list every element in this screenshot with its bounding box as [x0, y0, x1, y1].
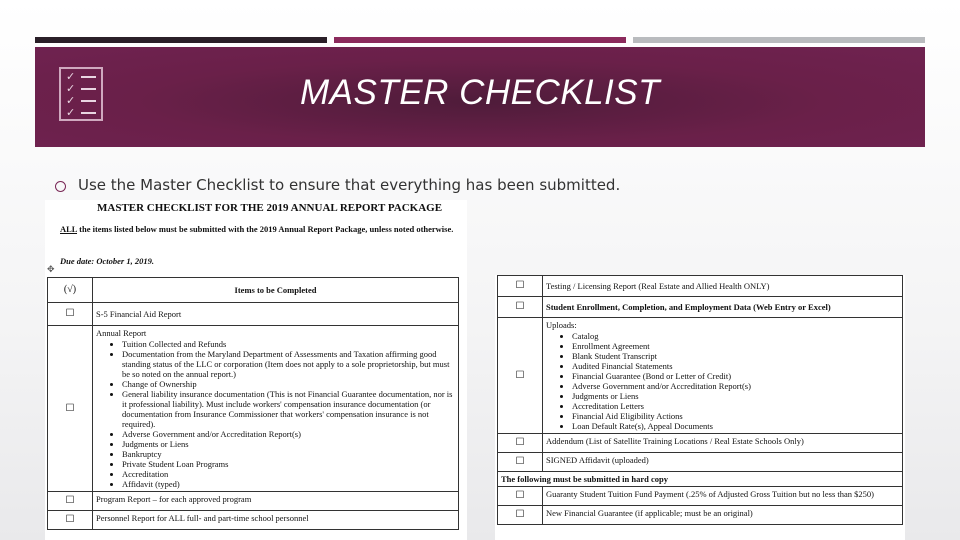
top-accent-bar-magenta — [334, 37, 626, 43]
checkbox[interactable]: ☐ — [498, 276, 543, 297]
table-row — [498, 297, 903, 318]
row-label: Student Enrollment, Completion, and Employment Data (Web Entry or Excel) — [543, 297, 903, 318]
table-row — [498, 453, 903, 472]
list-item: • General liability insurance documentation (This is not Financial Guarantee documentation, nor is it professional liability). Must include workers' compensation insurance documentation (or documentation from Insurance Commissioner that workers' compensation insurance is not required). — [122, 389, 455, 429]
list-item: • Tuition Collected and Refunds — [122, 339, 455, 349]
checkbox[interactable]: ☐ — [48, 303, 93, 326]
column-header-items: Items to be Completed — [93, 278, 459, 303]
checkbox[interactable]: ☐ — [498, 318, 543, 434]
checklist-table-right — [497, 275, 903, 525]
table-row — [48, 326, 459, 492]
list-item: • Financial Guarantee (Bond or Letter of Credit) — [572, 371, 899, 381]
table-row — [498, 318, 903, 434]
row-label: S-5 Financial Aid Report — [93, 303, 459, 326]
hard-copy-note: The following must be submitted in hard copy — [498, 472, 903, 487]
checkbox[interactable]: ☐ — [498, 487, 543, 506]
document-heading: MASTER CHECKLIST FOR THE 2019 ANNUAL REPORT PACKAGE — [97, 202, 443, 214]
table-row — [498, 472, 903, 487]
list-item: • Enrollment Agreement — [572, 341, 899, 351]
list-item: • Affidavit (typed) — [122, 479, 455, 489]
table-row — [498, 487, 903, 506]
table-row — [498, 506, 903, 525]
table-move-handle-icon[interactable]: ✥ — [47, 264, 55, 274]
top-accent-bar-dark — [35, 37, 327, 43]
list-item: • Change of Ownership — [122, 379, 455, 389]
page-title: MASTER CHECKLIST — [300, 73, 660, 112]
bullet-text: Use the Master Checklist to ensure that everything has been submitted. — [78, 176, 621, 194]
checklist-table-left — [47, 277, 459, 530]
list-item: • Blank Student Transcript — [572, 351, 899, 361]
list-item: • Adverse Government and/or Accreditation Report(s) — [572, 381, 899, 391]
title-banner — [35, 47, 925, 147]
table-header-row — [48, 278, 459, 303]
uploads-cell — [543, 318, 903, 434]
annual-report-list — [96, 339, 455, 489]
checkbox[interactable]: ☐ — [498, 297, 543, 318]
list-item: • Judgments or Liens — [122, 439, 455, 449]
row-label: Personnel Report for ALL full- and part-time school personnel — [93, 511, 459, 530]
row-label: New Financial Guarantee (if applicable; must be an original) — [543, 506, 903, 525]
list-item: • Accreditation Letters — [572, 401, 899, 411]
checkbox[interactable]: ☐ — [48, 492, 93, 511]
column-header-check: (√) — [48, 278, 93, 303]
top-accent-bar-gray — [633, 37, 925, 43]
list-item: • Adverse Government and/or Accreditation Report(s) — [122, 429, 455, 439]
list-item: • Documentation from the Maryland Department of Assessments and Taxation affirming good standing status of the LLC or corporation (Item does not apply to a sole proprietorship, but must be so noted on the annual report.) — [122, 349, 455, 379]
uploads-list — [546, 331, 899, 431]
row-label: Guaranty Student Tuition Fund Payment (.25% of Adjusted Gross Tuition but no less than $250) — [543, 487, 903, 506]
list-item: • Bankruptcy — [122, 449, 455, 459]
table-row — [498, 434, 903, 453]
annual-report-cell — [93, 326, 459, 492]
document-intro: ALL the items listed below must be submitted with the 2019 Annual Report Package, unless noted otherwise. — [60, 224, 454, 234]
list-item: • Catalog — [572, 331, 899, 341]
row-label: Program Report – for each approved program — [93, 492, 459, 511]
row-label: Testing / Licensing Report (Real Estate and Allied Health ONLY) — [543, 276, 903, 297]
checkbox[interactable]: ☐ — [498, 434, 543, 453]
row-label: Addendum (List of Satellite Training Locations / Real Estate Schools Only) — [543, 434, 903, 453]
table-row — [48, 511, 459, 530]
checklist-document-left — [45, 200, 467, 540]
bullet-circle-icon — [55, 181, 66, 192]
list-item: • Audited Financial Statements — [572, 361, 899, 371]
table-row — [498, 276, 903, 297]
table-row — [48, 303, 459, 326]
checkbox[interactable]: ☐ — [48, 326, 93, 492]
checkbox[interactable]: ☐ — [498, 506, 543, 525]
list-item: • Financial Aid Eligibility Actions — [572, 411, 899, 421]
row-label: Annual Report — [96, 328, 147, 338]
checklist-icon: ✓ ✓ ✓ ✓ — [59, 67, 103, 121]
due-date: Due date: October 1, 2019. — [60, 256, 154, 266]
list-item: • Accreditation — [122, 469, 455, 479]
list-item: • Loan Default Rate(s), Appeal Documents — [572, 421, 899, 431]
checkbox[interactable]: ☐ — [498, 453, 543, 472]
row-label: SIGNED Affidavit (uploaded) — [543, 453, 903, 472]
list-item: • Private Student Loan Programs — [122, 459, 455, 469]
table-row — [48, 492, 459, 511]
checklist-document-right — [495, 275, 905, 540]
checkbox[interactable]: ☐ — [48, 511, 93, 530]
list-item: • Judgments or Liens — [572, 391, 899, 401]
row-label: Uploads: — [546, 320, 577, 330]
